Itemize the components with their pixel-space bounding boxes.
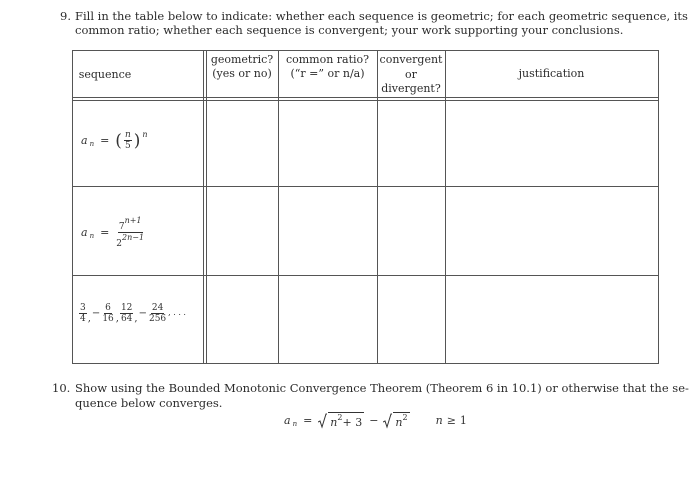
p10-radicand-2 [393, 412, 409, 429]
p10-cond-op: ≥ [446, 414, 456, 427]
term-1-den: 4 [80, 314, 86, 324]
problem-10-line-2: quence below converges. [75, 396, 223, 410]
term-2 [101, 303, 114, 324]
sequence-formula-1 [81, 130, 148, 151]
term-3-den: 64 [120, 314, 133, 324]
col-divider-4 [445, 50, 446, 364]
p10-eq: = [303, 414, 313, 427]
table-top-border [72, 50, 659, 51]
formula-2-den-exp: 2n−1 [122, 233, 145, 242]
problem-10-number: 10. [52, 381, 71, 395]
formula-2-eq: = [100, 226, 110, 239]
header-ratio-line-2: (“r =” or n/a) [290, 67, 365, 80]
formula-1-paren-close: ) [133, 130, 141, 151]
header-divider-2 [72, 100, 659, 101]
formula-1-den: 5 [124, 141, 131, 151]
problem-10-line-1: Show using the Bounded Monotonic Convergence Theorem (Theorem 6 in 10.1) or otherwise that the se- [75, 381, 689, 395]
problem-9-number: 9. [60, 9, 71, 23]
term-4 [148, 303, 167, 324]
p10-rad1-var: n [330, 416, 338, 429]
header-ratio-line-1: common ratio? [285, 53, 370, 66]
header-geometric-line-2: (yes or no) [212, 67, 272, 80]
sqrt-icon [318, 413, 327, 429]
col-divider-2 [278, 50, 279, 364]
col-divider-3 [377, 50, 378, 364]
term-4-den: 256 [148, 314, 167, 324]
table-right-border [658, 50, 659, 364]
p10-sub: n [292, 419, 298, 428]
problem-9-line-1: Fill in the table below to indicate: whether each sequence is geometric; for each geometric sequence, its [75, 9, 688, 23]
term-3-num: 12 [120, 303, 133, 313]
sequence-formula-2 [81, 216, 145, 249]
header-convergent-line-1: convergent [379, 53, 443, 66]
formula-2-fraction [115, 216, 145, 249]
table-left-border [72, 50, 73, 364]
formula-1-sub: n [89, 139, 95, 148]
header-justification: justification [518, 67, 585, 80]
formula-2-lhs: a [81, 226, 88, 239]
formula-2-num-base: 7 [118, 222, 125, 232]
term-1-num: 3 [80, 303, 86, 313]
formula-2-den-base: 2 [116, 239, 123, 249]
formula-2-sub: n [89, 231, 95, 240]
header-sequence: sequence [78, 68, 132, 81]
term-ellipsis: , . . . [168, 308, 186, 317]
sequence-formula-3 [79, 303, 186, 324]
sqrt-icon [383, 413, 392, 429]
term-2-minus: − [91, 308, 101, 319]
header-divider-1 [72, 97, 659, 98]
formula-2-num-exp: n+1 [124, 216, 142, 225]
p10-rad1-tail: + 3 [342, 416, 363, 429]
term-4-minus: − [138, 308, 147, 319]
p10-cond-val: 1 [459, 414, 467, 427]
col-divider-1b [206, 50, 207, 364]
formula-1-paren-open: ( [115, 130, 122, 151]
term-sep-3: , [134, 313, 138, 324]
term-sep-2: , [115, 313, 119, 324]
term-2-den: 16 [102, 314, 114, 324]
formula-1-eq: = [100, 134, 110, 147]
p10-rad2-exp: 2 [402, 413, 408, 422]
formula-2-num [118, 216, 143, 233]
p10-minus: − [369, 414, 379, 427]
formula-1-power: n [142, 130, 148, 139]
term-2-num: 6 [105, 303, 111, 313]
formula-2-den [115, 233, 145, 249]
formula-1-num: n [124, 130, 131, 140]
row-divider-2 [72, 275, 659, 276]
sequence-table [72, 50, 659, 364]
row-divider-1 [72, 186, 659, 187]
problem-10-formula [284, 412, 467, 429]
term-sep-1: , [87, 313, 91, 324]
p10-lhs: a [284, 414, 291, 427]
term-3 [120, 303, 133, 324]
p10-radicand-1 [328, 412, 364, 429]
col-divider-1a [203, 50, 204, 364]
p10-rad2-var: n [395, 416, 403, 429]
term-1 [79, 303, 87, 324]
header-geometric-line-1: geometric? [210, 53, 274, 66]
table-bottom-border [72, 363, 659, 364]
formula-1-lhs: a [81, 134, 88, 147]
p10-rad1-exp: 2 [337, 413, 343, 422]
p10-cond-var: n [435, 414, 443, 427]
problem-9-line-2: common ratio; whether each sequence is convergent; your work supporting your conclusions. [75, 23, 624, 37]
term-4-num: 24 [151, 303, 164, 313]
header-convergent-line-2: or [405, 68, 417, 81]
formula-1-fraction [124, 130, 132, 151]
header-convergent-line-3: divergent? [381, 82, 441, 95]
